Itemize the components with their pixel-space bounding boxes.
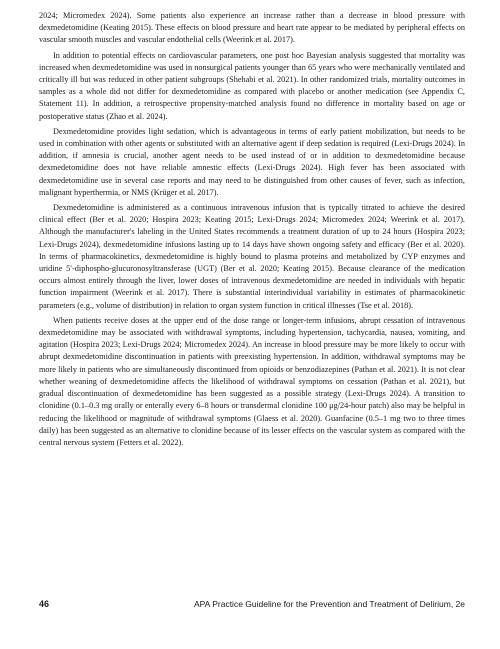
paragraph-continuation: 2024; Micromedex 2024). Some patients also experience an increase rather than a decrease in blood pressure with dexmedetomidine (Keating 2015). These effects on blood pressure and heart rate appear to be mediated by peripheral effects on vascular smooth muscles and vascular endothelial cells (Weerink et al. 2017).: [39, 11, 465, 45]
paragraph-withdrawal: When patients receive doses at the upper end of the dose range or longer-term infusions, abrupt cessation of intravenous dexmedetomidine may be associated with withdrawal symptoms, including hypertension, tachycardia, nausea, vomiting, and agitation (Hospira 2023; Lexi-Drugs 2024; Micromedex 2024). An increase in blood pressure may be more likely to occur with abrupt dexmedetomidine discontinuation in patients with preexisting hypertension. In addition, withdrawal symptoms may be more likely in patients who are simultaneously discontinued from opioids or benzodiazepines (Pathan et al. 2021). It is not clear whether weaning of dexmedetomidine affects the likelihood of withdrawal symptoms on cessation (Pathan et al. 2021), but gradual discontinuation of dexmedetomidine has been suggested as a possible strategy (Lexi-Drugs 2024). A transition to clonidine (0.1–0.3 mg orally or enterally every 6–8 hours or transdermal clonidine 100 μg/24-hour patch) also may be helpful in reducing the likelihood or magnitude of withdrawal symptoms (Glaess et al. 2020). Guanfacine (0.5–1 mg two to three times daily) has been suggested as an alternative to clonidine because of its lesser effects on the vascular system as compared with the central nervous system (Fetters et al. 2022).: [39, 315, 465, 447]
paragraph-sedation: Dexmedetomidine provides light sedation, which is advantageous in terms of early patient mobilization, but needs to be used in combination with other agents or substituted with an alternative agent if deep sedation is required (Lexi-Drugs 2024). In addition, if amnesia is crucial, another agent needs to be used instead of or in addition to dexmedetomidine because dexmedetomidine does not have reliable amnestic effects (Lexi-Drugs 2024). High fever has been associated with dexmedetomidine use in several case reports and may need to be distinguished from other causes of fever, such as infection, malignant hyperthermia, or NMS (Krüger et al. 2017).: [39, 126, 465, 197]
body-text: [39, 10, 465, 452]
paragraph-administration: Dexmedetomidine is administered as a continuous intravenous infusion that is typically titrated to achieve the desired clinical effect (Ber et al. 2020; Hospira 2023; Keating 2015; Lexi-Drugs 2024; Micromedex 2024; Weerink et al. 2017). Although the manufacturer's labeling in the United States recommends a treatment duration of up to 24 hours (Hospira 2023; Lexi-Drugs 2024), dexmedetomidine infusions lasting up to 14 days have shown ongoing safety and efficacy (Ber et al. 2020). In terms of pharmacokinetics, dexmedetomidine is highly bound to plasma proteins and metabolized by CYP enzymes and uridine 5′-diphospho-glucuronosyltransferase (UGT) (Ber et al. 2020; Keating 2015). Because clearance of the medication occurs almost entirely through the liver, lower doses of intravenous dexmedetomidine are needed in individuals with hepatic function impairment (Weerink et al. 2017). There is substantial interindividual variability in estimates of pharmacokinetic parameters (e.g., volume of distribution) in relation to organ system function in critical illnesses (Tse et al. 2018).: [39, 203, 465, 310]
paragraph-mortality: In addition to potential effects on cardiovascular parameters, one post hoc Bayesian analysis suggested that mortality was increased when dexmedetomidine was used in nonsurgical patients younger than 65 years who were mechanically ventilated and critically ill but was reduced in other patient subgroups (Shehabi et al. 2021). In other randomized trials, mortality outcomes in samples as a whole did not differ for dexmedetomidine as compared with placebo or another medication (see Appendix C, Statement 11). In addition, a retrospective propensity-matched analysis found no difference in mortality based on age or postoperative status (Zhao et al. 2024).: [39, 50, 465, 121]
page-number: 46: [39, 599, 50, 609]
running-title: APA Practice Guideline for the Prevention and Treatment of Delirium, 2e: [193, 599, 465, 609]
page-footer: [39, 599, 465, 613]
